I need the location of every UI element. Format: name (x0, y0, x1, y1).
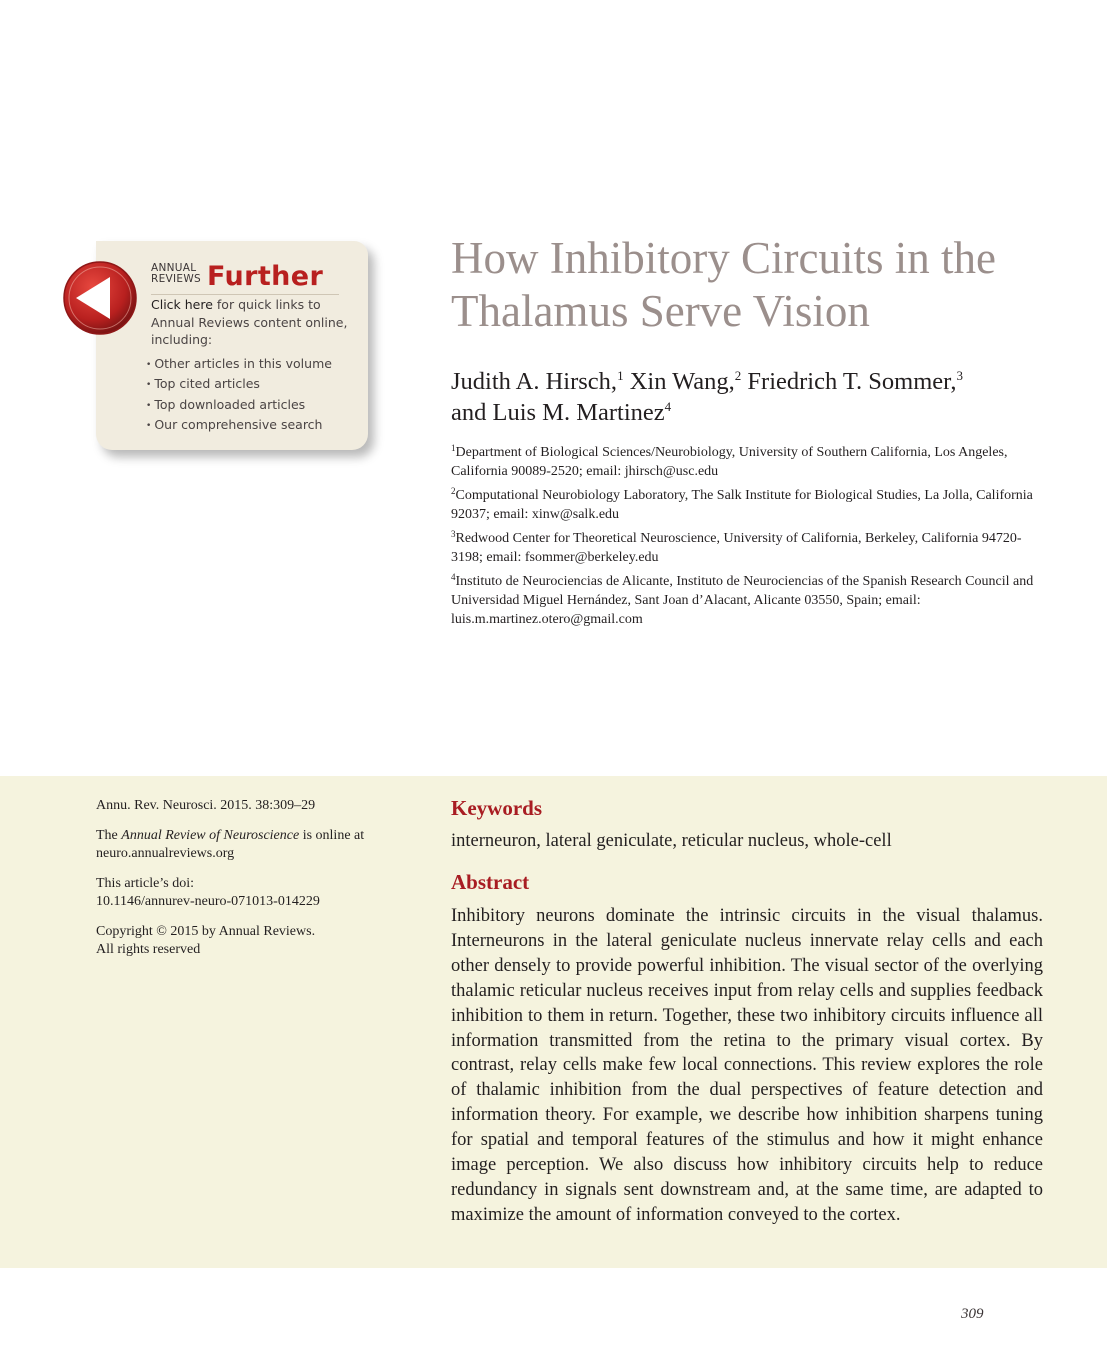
affiliation (451, 572, 1051, 629)
author-name: and Luis M. Martinez (451, 399, 665, 426)
affiliation (451, 443, 1051, 481)
brand-annual: ANNUAL (151, 262, 197, 274)
further-link-other-articles[interactable]: • Other articles in this volume (146, 355, 332, 375)
online-note-pre: The (96, 827, 122, 843)
doi-label: This article’s doi: (96, 875, 194, 891)
author-name: Judith A. Hirsch, (451, 368, 618, 395)
further-link-top-downloaded[interactable]: • Top downloaded articles (146, 396, 332, 416)
affiliation-text: Computational Neurobiology Laboratory, The Salk Institute for Biological Studies, La Jolla, California 92037; email: xinw@salk.edu (451, 488, 1033, 522)
doi-block (96, 875, 396, 912)
title-line-1: How Inhibitory Circuits in the (451, 233, 996, 283)
further-links-list (146, 355, 332, 436)
brand-annual-reviews (151, 263, 201, 285)
affiliation (451, 486, 1051, 524)
affiliation-marker: 4 (451, 572, 456, 582)
affiliation-marker: 1 (451, 443, 456, 453)
keywords-heading: Keywords (451, 796, 542, 820)
journal-name: Annual Review of Neuroscience (121, 827, 300, 843)
further-link-search[interactable]: • Our comprehensive search (146, 416, 332, 436)
further-divider (151, 294, 339, 295)
further-intro-text: for quick links to Annual Reviews content online, including: (151, 297, 348, 347)
further-link-top-cited[interactable]: • Top cited articles (146, 375, 332, 395)
affiliation-list (451, 443, 1051, 634)
click-here-link[interactable]: Click here (151, 297, 213, 312)
abstract-text: Inhibitory neurons dominate the intrinsic circuits in the visual thalamus. Interneurons in the lateral geniculate nucleus innervate relay cells and each other densely to provide powerful inhibition. The visual sector of the overlying thalamic reticular nucleus receives input from relay cells and supplies feedback inhibition to them in return. Together, these two inhibitory circuits influence all information transmitted from the retina to the primary visual cortex. By contrast, relay cells make few local connections. This review explores the role of thalamic inhibition from the dual perspectives of feature detection and information theory. For example, we describe how inhibition sharpens tuning for spatial and temporal features of the stimulus and how it might enhance image perception. We also discuss how inhibitory circuits help to reduce redundancy in signals sent downstream and, at the same time, are adapted to maximize the amount of information conveyed to the cortex. (451, 906, 1043, 1225)
back-arrow-icon[interactable] (62, 260, 138, 336)
affiliation (451, 529, 1051, 567)
further-brand (151, 261, 324, 292)
online-note (96, 827, 396, 864)
citation: Annu. Rev. Neurosci. 2015. 38:309–29 (96, 798, 316, 813)
affiliation-marker: 3 (451, 529, 456, 539)
brand-further: Further (207, 261, 324, 292)
online-note-url[interactable]: is online at neuro.annualreviews.org (96, 827, 365, 861)
author-affil-marker: 1 (617, 368, 624, 383)
affiliation-text: Redwood Center for Theoretical Neuroscience, University of California, Berkeley, California 94720-3198; email: fsommer@berkeley.edu (451, 531, 1022, 565)
author-affil-marker: 4 (664, 399, 672, 414)
affiliation-text: Department of Biological Sciences/Neurobiology, University of Southern California, Los Angeles, California 90089-2520; email: jhirsch@usc.edu (451, 445, 1008, 479)
article-title (451, 232, 1071, 338)
author-list (451, 366, 1071, 428)
abstract-heading: Abstract (451, 870, 530, 894)
author-affil-marker: 3 (956, 368, 963, 383)
article-info-sidebar (96, 797, 396, 971)
affiliation-marker: 2 (451, 486, 456, 496)
affiliation-text: Instituto de Neurociencias de Alicante, Instituto de Neurociencias of the Spanish Research Council and Universidad Miguel Hernández, Sant Joan d’Alacant, Alicante 03550, Spain; email: luis.m.martinez.otero@gmail.com (451, 574, 1034, 627)
author-name: Friedrich T. Sommer, (747, 368, 957, 395)
copyright-block (96, 923, 396, 960)
copyright: Copyright © 2015 by Annual Reviews. (96, 923, 316, 939)
page-number: 309 (961, 1306, 984, 1322)
author-affil-marker: 2 (734, 368, 742, 383)
title-line-2: Thalamus Serve Vision (451, 286, 870, 336)
brand-reviews: REVIEWS (151, 273, 201, 285)
author-name: Xin Wang, (629, 368, 735, 395)
keywords-text: interneuron, lateral geniculate, reticular nucleus, whole-cell (451, 831, 892, 851)
doi-value[interactable]: 10.1146/annurev-neuro-071013-014229 (96, 894, 320, 909)
further-intro (151, 296, 351, 349)
rights: All rights reserved (96, 942, 201, 957)
